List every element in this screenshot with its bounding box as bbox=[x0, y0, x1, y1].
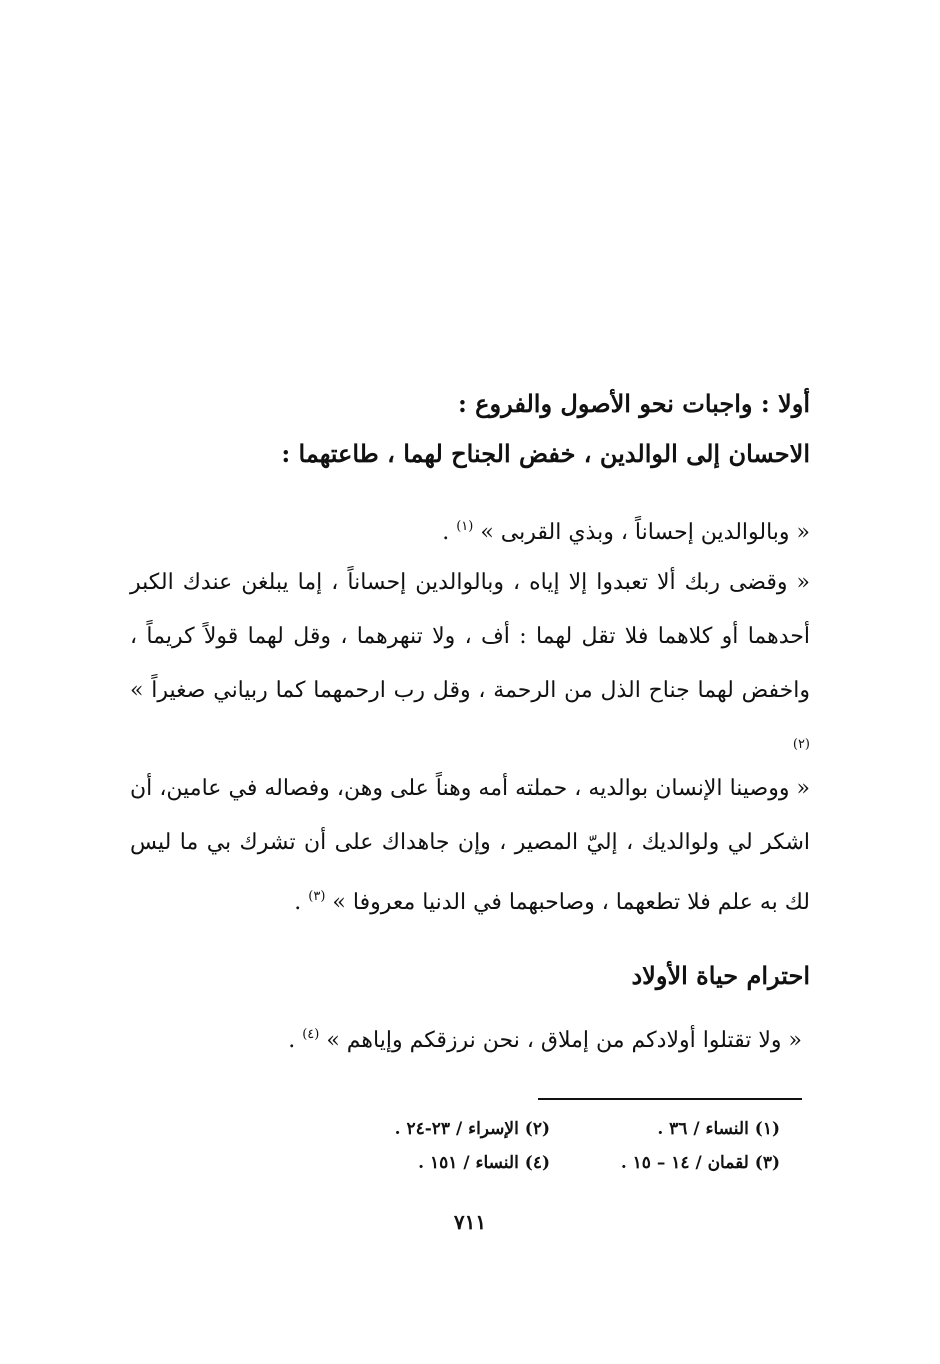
quote-4 bbox=[122, 1008, 802, 1068]
quote-1-tail: . bbox=[442, 520, 457, 545]
quote-1-ref: (١) bbox=[456, 519, 474, 534]
quote-2-ref: (٢) bbox=[792, 737, 810, 752]
quote-3-ref: (٣) bbox=[308, 889, 326, 904]
quote-4-text: « ولا تقتلوا أولادكم من إملاق ، نحن نرزقكم وإياهم » bbox=[326, 1028, 802, 1053]
quote-3-text: « ووصينا الإنسان بوالديه ، حملته أمه وهناً على وهن، وفصاله في عامين، أن اشكر لي ولوالديك ، إليّ المصير ، وإن جاهداك على أن تشرك بي ما ليس لك به علم فلا تطعهما ، وصاحبهما في الدنيا معروفا » bbox=[130, 776, 810, 915]
quote-1-text: « وبالوالدين إحساناً ، وبذي القربى » bbox=[480, 520, 810, 545]
footnote-3: (٣) لقمان / ١٤ – ١٥ . bbox=[620, 1153, 780, 1173]
quote-3 bbox=[130, 762, 810, 930]
footnotes bbox=[340, 1112, 780, 1180]
quote-3-tail: . bbox=[294, 890, 309, 915]
footnote-1: (١) النساء / ٣٦ . bbox=[657, 1119, 780, 1139]
footnote-2: (٢) الإسراء / ٢٣-٢٤ . bbox=[394, 1119, 550, 1139]
footnote-row bbox=[340, 1146, 780, 1180]
page-number: ٧١١ bbox=[453, 1210, 487, 1234]
quote-1 bbox=[130, 500, 810, 560]
section-subtitle: الاحسان إلى الوالدين ، خفض الجناح لهما ، طاعتهما : bbox=[281, 439, 810, 468]
section2-title: احترام حياة الأولاد bbox=[631, 961, 810, 990]
quote-2-text: « وقضى ربك ألا تعبدوا إلا إياه ، وبالوالدين إحساناً ، إما يبلغن عندك الكبر أحدهما أو كلاهما فلا تقل لهما : أف ، ولا تنهرهما ، وقل لهما قولاً كريماً ، واخفض لهما جناح الذل من الرحمة ، وقل رب ارحمهما كما ربياني صغيراً » bbox=[130, 570, 810, 703]
footnote-row bbox=[340, 1112, 780, 1146]
quote-4-tail: . bbox=[288, 1028, 303, 1053]
section-title: أولا : واجبات نحو الأصول والفروع : bbox=[457, 389, 810, 418]
quote-4-ref: (٤) bbox=[302, 1027, 320, 1042]
quote-2 bbox=[130, 556, 810, 778]
footnote-4: (٤) النساء / ١٥١ . bbox=[418, 1153, 550, 1173]
footnote-divider bbox=[538, 1098, 802, 1100]
